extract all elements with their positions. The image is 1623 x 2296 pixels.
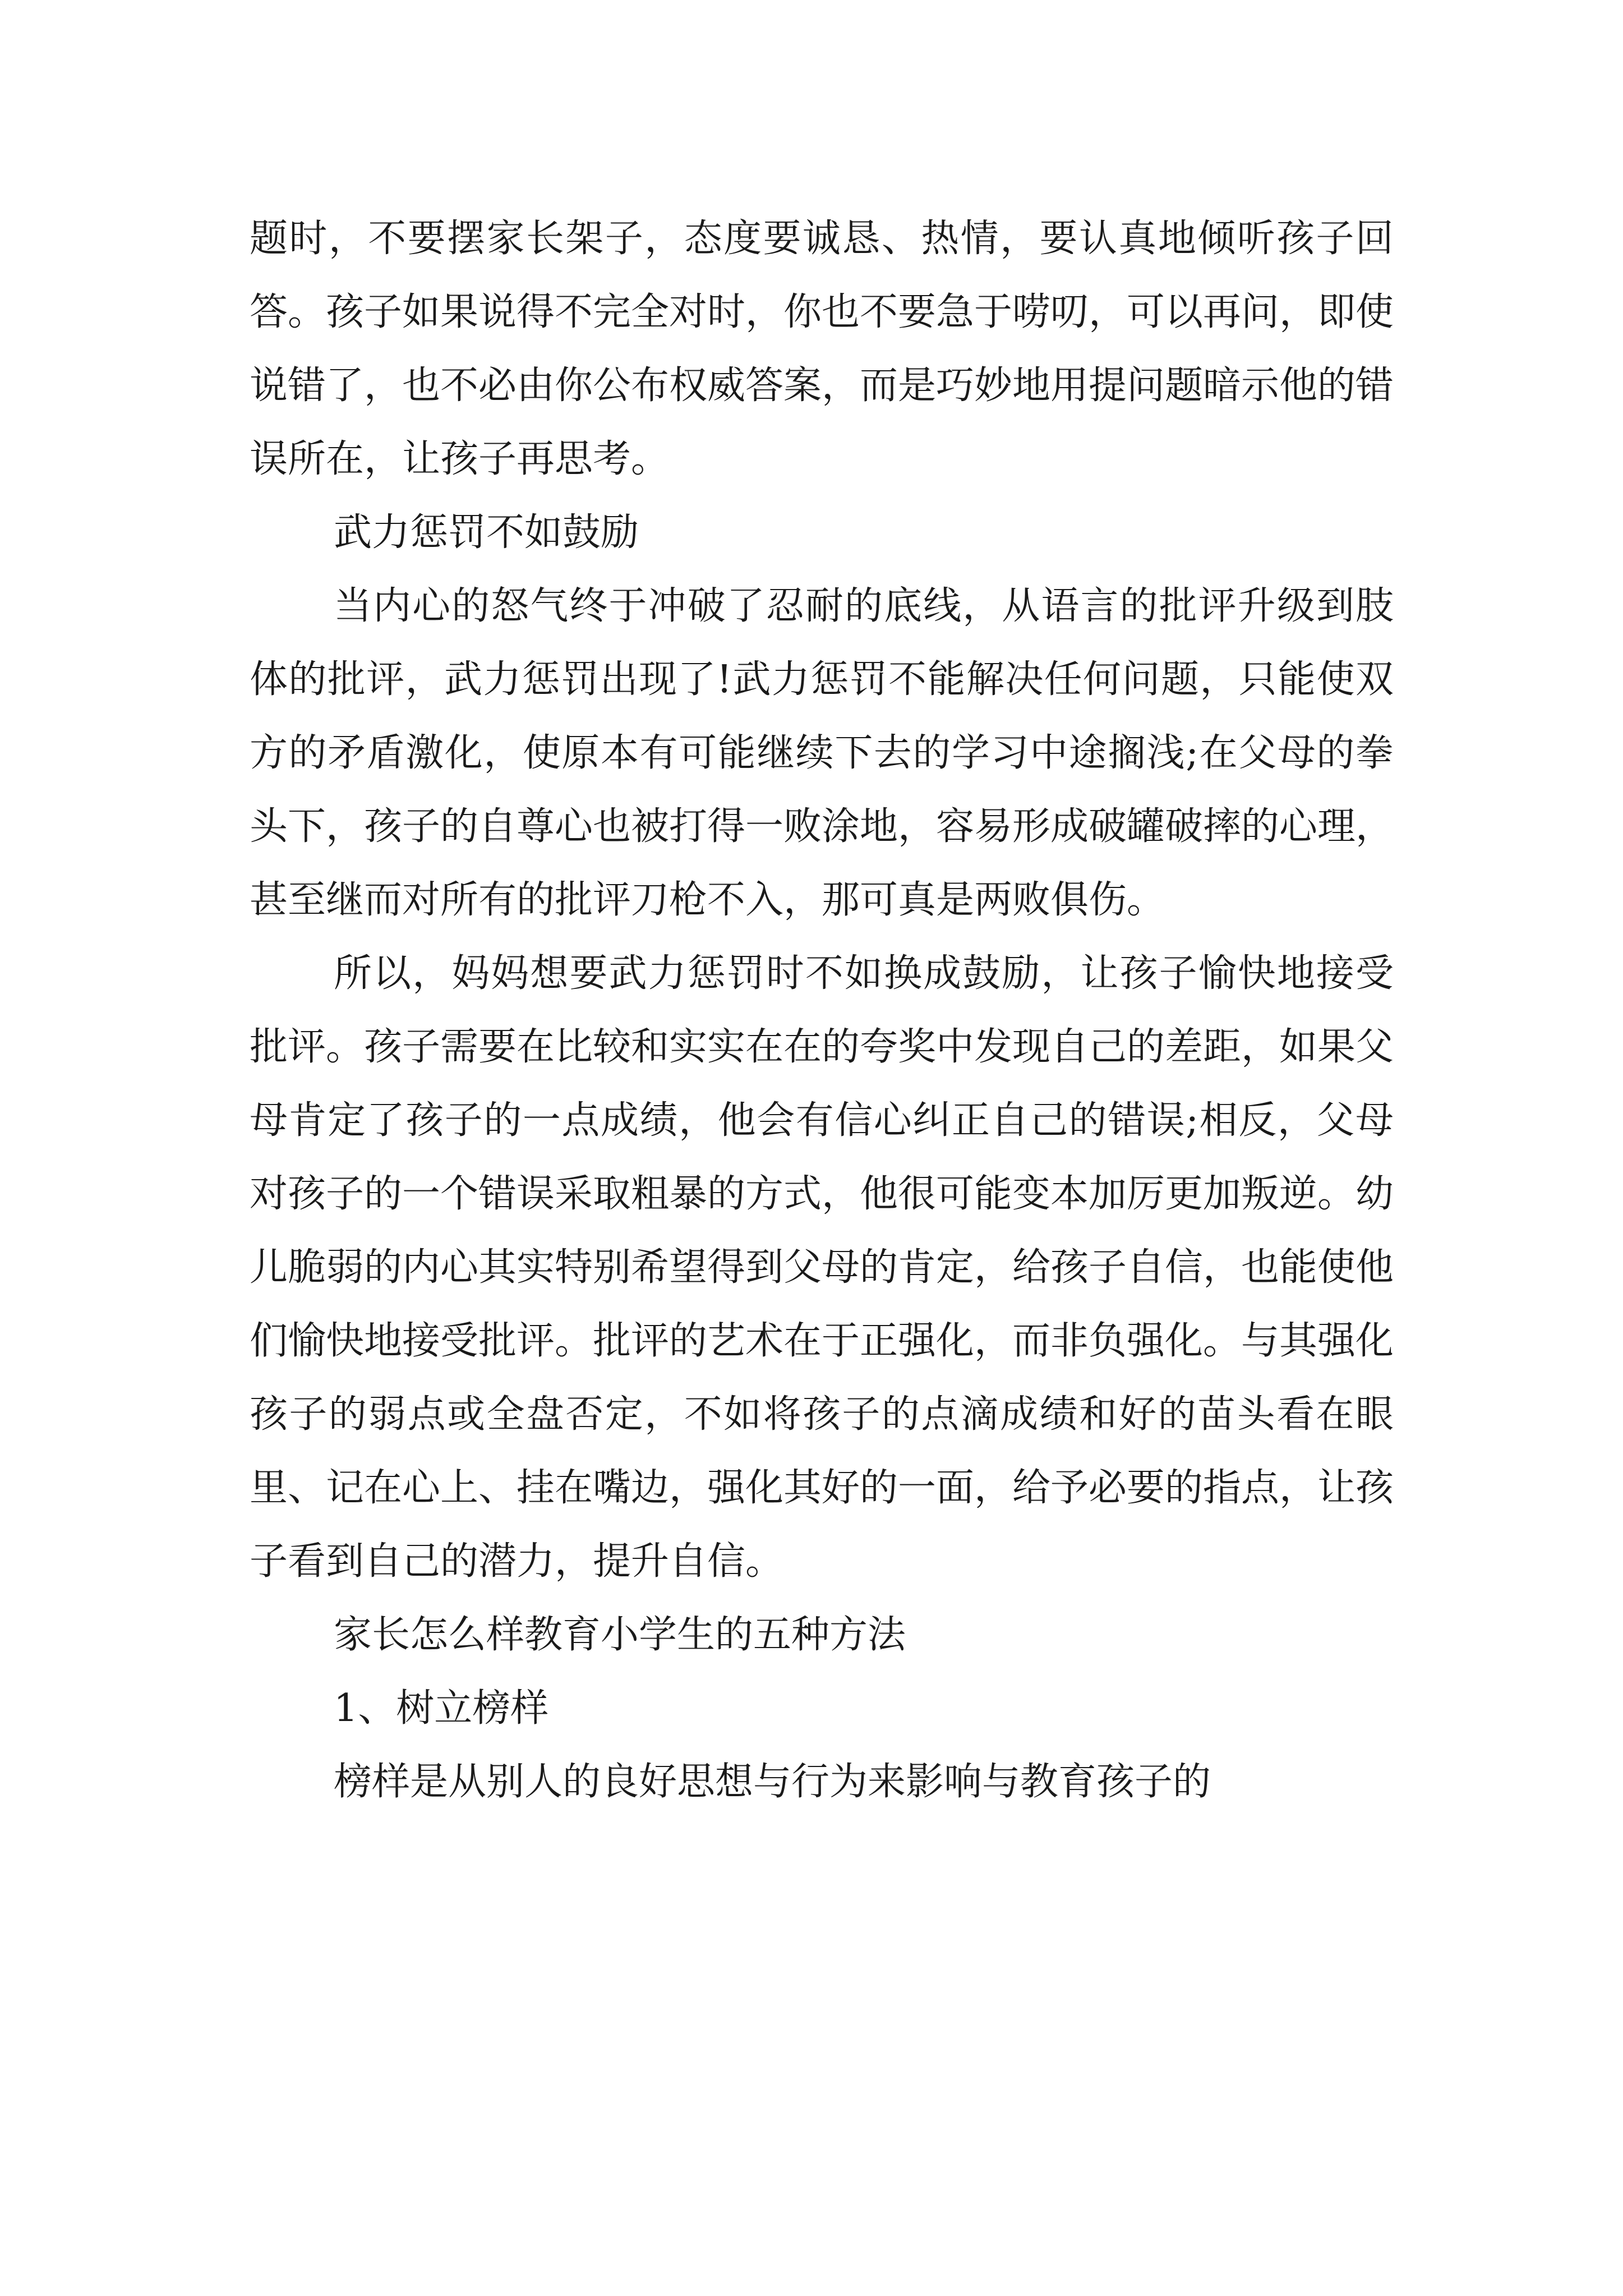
section-heading-punishment: 武力惩罚不如鼓励	[334, 510, 639, 555]
section-heading-five-methods: 家长怎么样教育小学生的五种方法	[334, 1613, 906, 1657]
paragraph-punishment: 当内心的怒气终于冲破了忍耐的底线，从语言的批评升级到肢体的批评，武力惩罚出现了!武力惩罚不能解决任何问题，只能使双方的矛盾激化，使原本有可能继续下去的学习中途搁浅;在父母的拳头下，孩子的自尊心也被打得一败涂地，容易形成破罐破摔的心理，甚至继而对所有的批评刀枪不入，那可真是两败俱伤。	[250, 584, 1394, 922]
paragraph-continuation: 题时，不要摆家长架子，态度要诚恳、热情，要认真地倾听孩子回答。孩子如果说得不完全对时，你也不要急于唠叨，可以再问，即使说错了，也不必由你公布权威答案，而是巧妙地用提问题暗示他的错误所在，让孩子再思考。	[250, 217, 1394, 481]
document-body	[250, 202, 1394, 1819]
subheading-role-model: 1、树立榜样	[334, 1686, 549, 1731]
paragraph-encouragement: 所以，妈妈想要武力惩罚时不如换成鼓励，让孩子愉快地接受批评。孩子需要在比较和实实在在的夸奖中发现自己的差距，如果父母肯定了孩子的一点成绩，他会有信心纠正自己的错误;相反，父母对孩子的一个错误采取粗暴的方式，他很可能变本加厉更加叛逆。幼儿脆弱的内心其实特别希望得到父母的肯定，给孩子自信，也能使他们愉快地接受批评。批评的艺术在于正强化，而非负强化。与其强化孩子的弱点或全盘否定，不如将孩子的点滴成绩和好的苗头看在眼里、记在心上、挂在嘴边，强化其好的一面，给予必要的指点，让孩子看到自己的潜力，提升自信。	[250, 951, 1394, 1584]
paragraph-role-model: 榜样是从别人的良好思想与行为来影响与教育孩子的	[334, 1760, 1211, 1804]
